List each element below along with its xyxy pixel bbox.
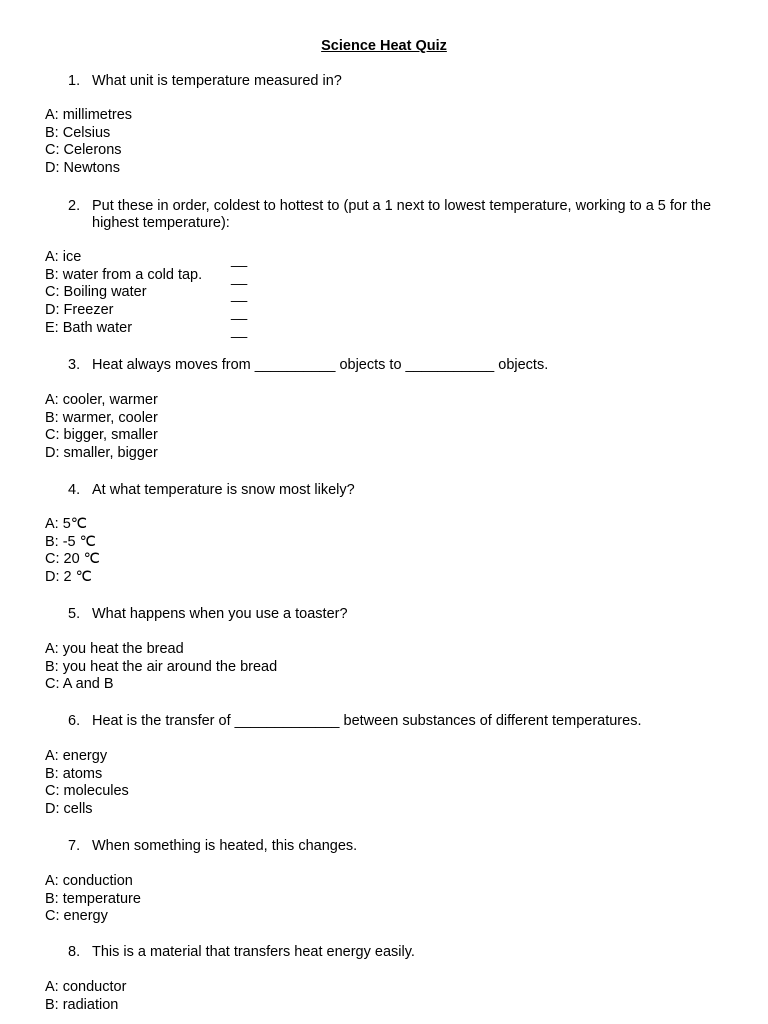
order-blank: __ — [231, 269, 248, 286]
question-6 — [68, 713, 728, 730]
question-number: 8. — [68, 944, 81, 960]
option-c: C: Boiling water — [45, 284, 147, 301]
question-4 — [68, 482, 728, 499]
options-3 — [45, 392, 158, 463]
option-a: A: energy — [45, 748, 108, 764]
question-text: This is a material that transfers heat energy easily. — [92, 944, 415, 960]
question-text: What unit is temperature measured in? — [92, 73, 342, 89]
option-d: D: cells — [45, 801, 93, 818]
option-c: C: energy — [45, 908, 108, 925]
question-text: Heat always moves from __________ objects to ___________ objects. — [92, 357, 549, 373]
order-blanks — [231, 252, 247, 341]
question-text: At what temperature is snow most likely? — [92, 482, 355, 498]
options-5 — [45, 641, 277, 694]
option-a: A: you heat the bread — [45, 641, 184, 657]
options-7 — [45, 873, 141, 926]
order-blank: __ — [231, 305, 248, 322]
option-a: A: cooler, warmer — [45, 392, 158, 408]
question-number: 4. — [68, 482, 81, 498]
option-b: B: temperature — [45, 890, 141, 907]
options-2 — [45, 249, 202, 338]
option-c: C: Celerons — [45, 142, 122, 159]
option-a: A: ice — [45, 249, 82, 265]
question-number: 5. — [68, 606, 81, 622]
options-8 — [45, 979, 126, 1014]
option-d: D: 2 ℃ — [45, 569, 92, 586]
question-number: 7. — [68, 838, 81, 854]
order-blank: __ — [231, 252, 248, 268]
question-8 — [68, 944, 728, 961]
question-3 — [68, 357, 728, 374]
option-b: B: you heat the air around the bread — [45, 658, 278, 675]
option-b: B: -5 ℃ — [45, 533, 96, 550]
option-a: A: conduction — [45, 873, 133, 889]
option-b: B: atoms — [45, 765, 103, 782]
question-text: Heat is the transfer of _____________ between substances of different temperatures. — [92, 713, 642, 729]
order-blank: __ — [231, 322, 248, 339]
option-b: B: water from a cold tap. — [45, 266, 203, 283]
options-1 — [45, 107, 132, 178]
option-c: C: 20 ℃ — [45, 551, 100, 568]
question-number: 3. — [68, 357, 81, 373]
question-text: When something is heated, this changes. — [92, 838, 358, 854]
option-b: B: warmer, cooler — [45, 409, 158, 426]
options-6 — [45, 748, 129, 819]
question-number: 6. — [68, 713, 81, 729]
option-a: A: conductor — [45, 979, 127, 995]
question-5 — [68, 606, 728, 623]
options-4 — [45, 516, 100, 587]
page-title: Science Heat Quiz — [321, 38, 447, 54]
question-7 — [68, 838, 728, 855]
question-2 — [68, 198, 728, 232]
option-d: D: Newtons — [45, 160, 120, 177]
option-b: B: radiation — [45, 996, 119, 1013]
option-c: C: bigger, smaller — [45, 427, 158, 444]
question-text: What happens when you use a toaster? — [92, 606, 348, 622]
question-number: 1. — [68, 73, 81, 89]
option-c: C: A and B — [45, 676, 114, 693]
option-e: E: Bath water — [45, 319, 133, 336]
question-text: Put these in order, coldest to hottest to (put a 1 next to lowest temperature, working to a 5 for the highest temperature): — [92, 198, 712, 231]
question-number: 2. — [68, 198, 81, 214]
order-blank: __ — [231, 287, 248, 304]
option-a: A: millimetres — [45, 107, 133, 123]
option-b: B: Celsius — [45, 124, 111, 141]
option-d: D: Freezer — [45, 302, 114, 319]
option-d: D: smaller, bigger — [45, 445, 158, 462]
option-c: C: molecules — [45, 783, 129, 800]
question-1 — [68, 73, 728, 90]
option-a: A: 5℃ — [45, 516, 88, 532]
